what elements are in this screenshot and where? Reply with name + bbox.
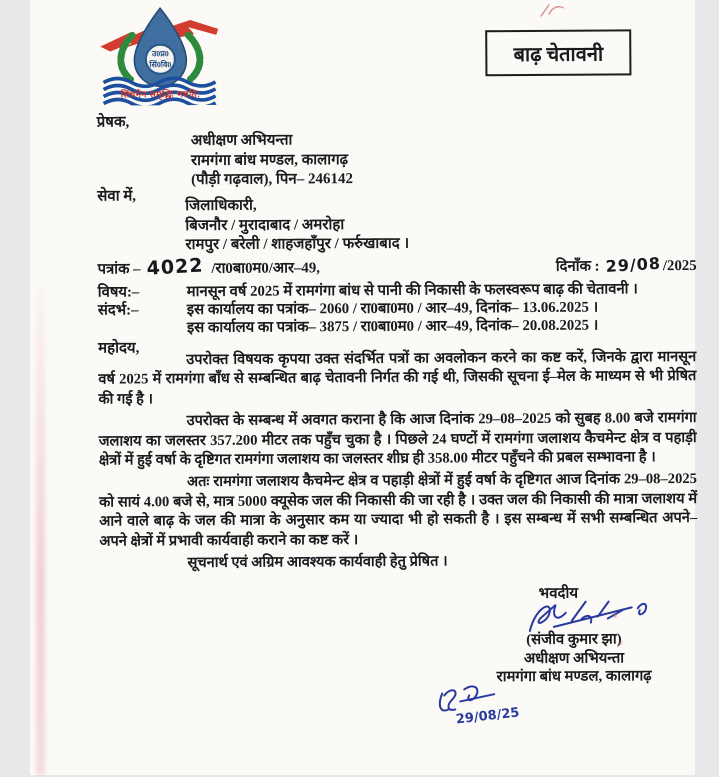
date-suffix: /2025 xyxy=(662,257,697,275)
signatory-name: (संजीव कुमार झा) xyxy=(526,631,622,649)
sender-address xyxy=(191,131,353,190)
flood-warning-box xyxy=(485,29,631,76)
emblem-text-bottom: सिं0वि0 xyxy=(149,60,172,70)
salutation: महोदय, xyxy=(98,340,140,357)
emblem-motto: सिंचनेन समृद्धिः भवति: xyxy=(120,88,201,100)
body-paragraph: उपरोक्त विषयक कृपया उक्त संदर्भित पत्रों का अवलोकन करने का कष्ट करें, जिनके द्वारा मानसून वर्ष 2025 में रामगंगा बाँध से सम्बन्धित बाढ़ चेतावनी निर्गत की गई थी, जिसकी सूचना ई–मेल के माध्यम से भी प्रेषित की गई है । xyxy=(98,348,697,408)
scan-edge-artifact xyxy=(36,290,45,775)
reference-label: संदर्भ:– xyxy=(97,302,139,319)
emblem-text-top: उ0प्र0 xyxy=(151,49,169,59)
handwritten-note-icon xyxy=(430,679,570,732)
recipient-line: रामपुर / बरेली / शाहजहाँपुर / फर्रुखाबाद । xyxy=(185,235,410,254)
letter-page xyxy=(30,0,698,775)
subject-label: विषय:– xyxy=(97,284,140,301)
sender-line: अधीक्षण अभियन्ता xyxy=(190,132,293,150)
letter-number-row xyxy=(98,253,697,279)
letter-body xyxy=(98,348,697,577)
reference-item: इस कार्यालय का पत्रांक– 3875 / रा0बा0म0 / आर–49, दिनांक– 20.08.2025 । xyxy=(186,317,599,337)
handwritten-date: 29/08/25 xyxy=(455,705,521,728)
reference-row xyxy=(187,316,697,338)
letter-number-handwritten: 4022 xyxy=(145,254,204,280)
signatory-office: रामगंगा बांध मण्डल, कालागढ़ xyxy=(496,668,652,686)
red-pen-mark-icon xyxy=(535,1,569,21)
sender-label: प्रेषक, xyxy=(96,114,130,131)
date-handwritten: 29/08 xyxy=(605,253,662,276)
sender-line: रामगंगा बांध मण्डल, कालागढ़ xyxy=(190,151,349,169)
date-label: दिनाँक : xyxy=(555,258,600,275)
sender-line: (पौड़ी गढ़वाल), पिन– 246142 xyxy=(191,171,353,189)
flood-warning-title: बाढ़ चेतावनी xyxy=(513,43,604,66)
closing-line: सूचनार्थ एवं अग्रिम आवश्यक कार्यवाही हेतु प्रेषित । xyxy=(187,553,448,572)
signatory-designation: अधीक्षण अभियन्ता xyxy=(523,649,625,667)
laurel-right-icon xyxy=(188,35,200,79)
recipient-address xyxy=(185,196,409,256)
letter-number-label: पत्रांक – xyxy=(97,261,141,278)
recipient-label: सेवा में, xyxy=(97,188,137,205)
recipient-line: बिजनौर / मुरादाबाद / अमरोहा xyxy=(185,216,345,234)
body-paragraph: उपरोक्त के सम्बन्ध में अवगत कराना है कि आज दिनांक 29–08–2025 को सुबह 8.00 बजे रामगंगा जलाशय का जलस्तर 357.200 मीटर तक पहुँच चुका है । पिछले 24 घण्टों में रामगंगा जलाशय कैचमेन्ट क्षेत्र व पहाड़ी क्षेत्रों में हुई वर्षा के दृष्टिगत रामगंगा जलाशय का जलस्तर शीघ्र ही 358.00 मीटर पहुँचने की प्रबल सम्भावना है । xyxy=(98,410,697,469)
recipient-line: जिलाधिकारी, xyxy=(185,197,257,215)
reference-item: इस कार्यालय का पत्रांक– 2060 / रा0बा0म0 / आर–49, दिनांक– 13.06.2025 । xyxy=(186,299,599,319)
scan-speck xyxy=(613,612,617,618)
subject-text: मानसून वर्ष 2025 में रामगंगा बांध से पानी की निकासी के फलस्वरूप बाढ़ की चेतावनी । xyxy=(186,281,638,301)
letter-number-suffix: /रा0बा0म0/आर–49, xyxy=(211,260,320,277)
scan-speck xyxy=(619,640,623,646)
valediction: भवदीय xyxy=(538,585,579,602)
body-paragraph: अतः रामगंगा जलाशय कैचमेन्ट क्षेत्र व पहाड़ी क्षेत्रों में हुई वर्षा के दृष्टिगत आज दिनांक 29–08–2025 को सायं 4.00 बजे से, मात्र 5000 क्यूसेक जल की निकासी की जा रही है । उक्त जल की निकासी की मात्रा जलाशय में आने वाले बाढ़ के जल की मात्रा के अनुसार कम या ज्यादा भी हो सकती है । इस सम्बन्ध में सभी सम्बन्धित अपने–अपने क्षेत्रों में प्रभावी कार्यवाही कराने का कष्ट करें । xyxy=(99,471,698,550)
row-spacer xyxy=(320,271,556,272)
